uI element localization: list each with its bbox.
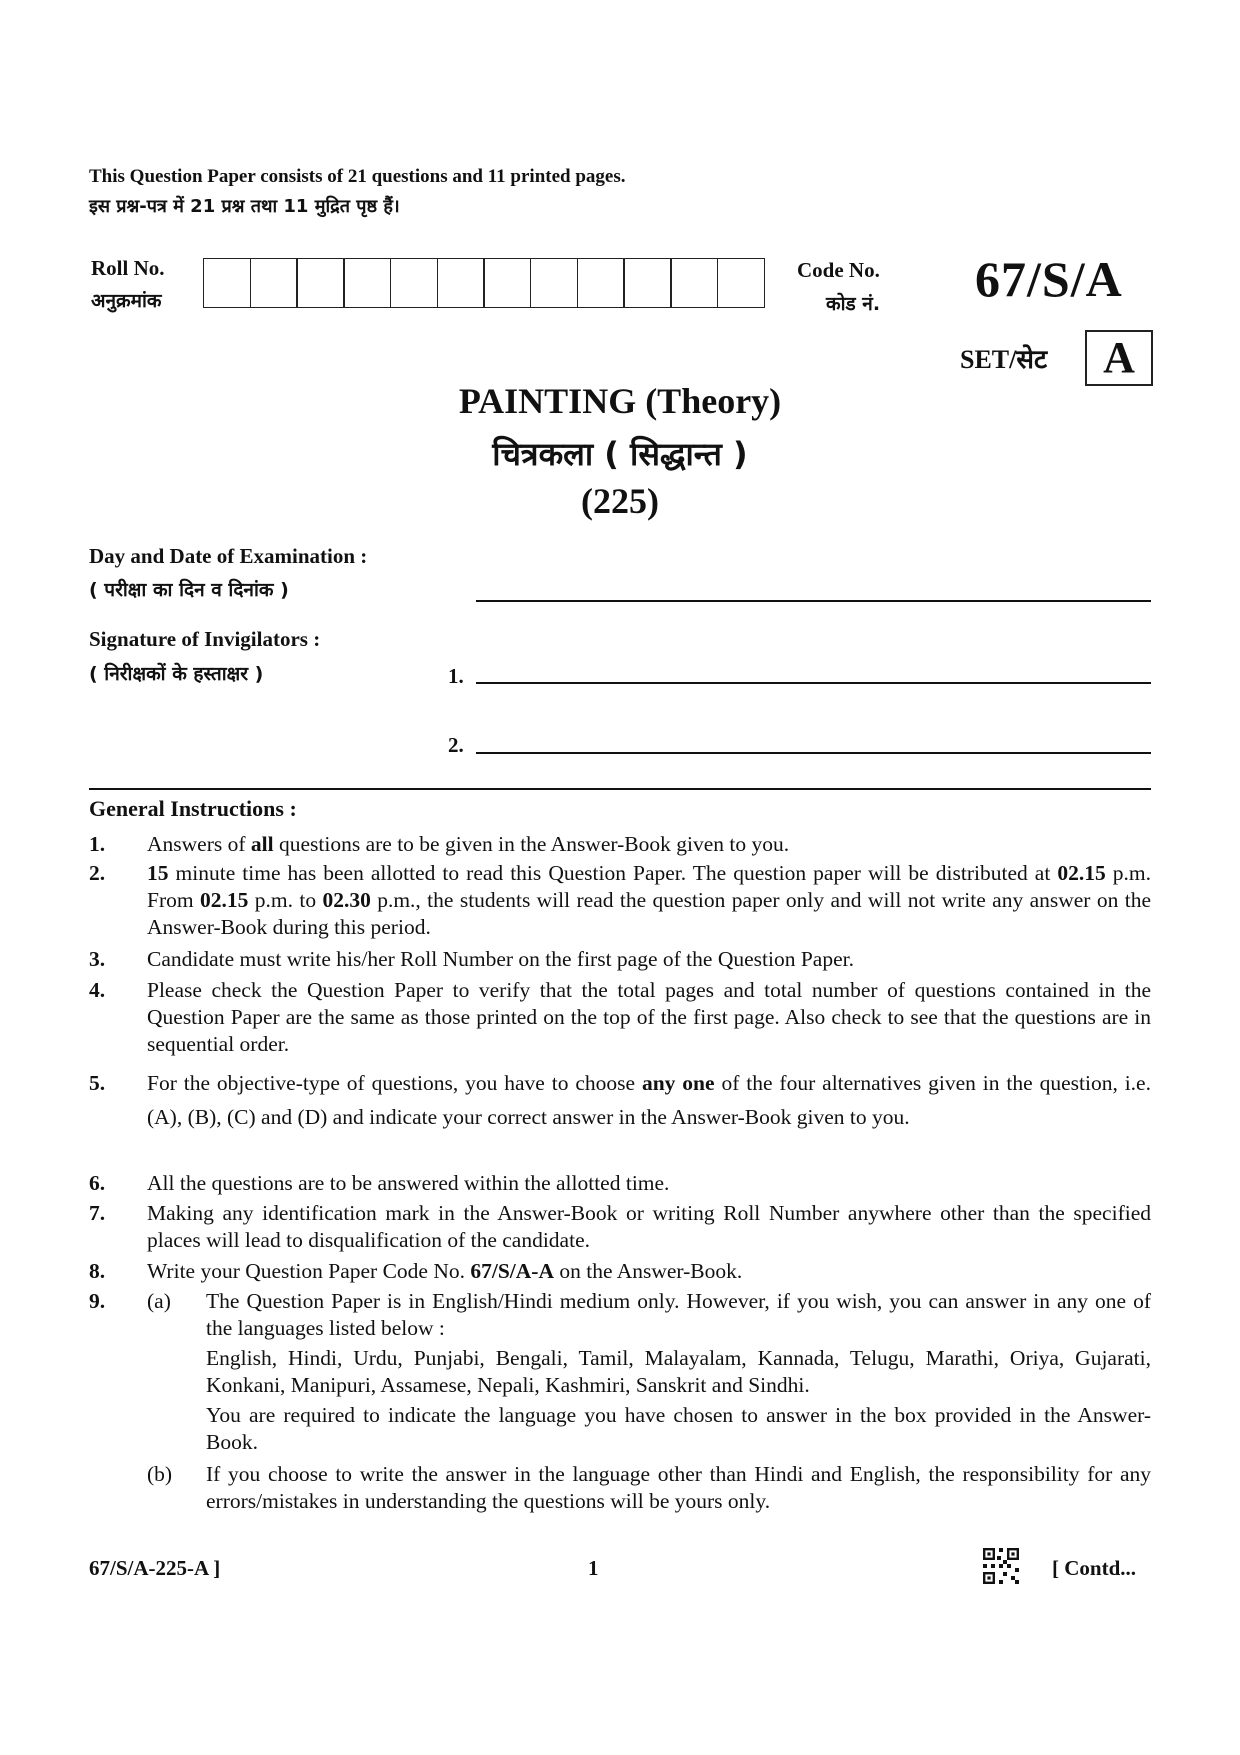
roll-cell[interactable] [343, 258, 391, 308]
code-no-label: Code No. [797, 258, 880, 282]
footer-code: 67/S/A-225-A ] [89, 1556, 221, 1580]
roll-no-label-hindi: अनुक्रमांक [91, 290, 162, 312]
roll-cell[interactable] [390, 258, 438, 308]
signature-2-number: 2. [448, 733, 464, 757]
instruction-number: 4. [89, 978, 106, 1002]
subject-title: PAINTING (Theory) [458, 381, 782, 421]
signature-1-number: 1. [448, 664, 464, 688]
instruction-number: 5. [89, 1071, 106, 1095]
exam-date-label: Day and Date of Examination : [89, 544, 368, 568]
instruction-number: 9. [89, 1289, 106, 1313]
instruction-number: 2. [89, 861, 106, 885]
roll-cell[interactable] [530, 258, 578, 308]
instruction-number: 8. [89, 1259, 106, 1283]
roll-cell[interactable] [483, 258, 531, 308]
set-label: SET/सेट [960, 345, 1048, 374]
roll-cell[interactable] [296, 258, 344, 308]
invigilators-label: Signature of Invigilators : [89, 627, 321, 651]
sub-label-b: (b) [147, 1462, 173, 1486]
roll-cell[interactable] [623, 258, 671, 308]
subject-code: (225) [581, 481, 659, 521]
roll-cell[interactable] [203, 258, 251, 308]
instruction-number: 6. [89, 1171, 106, 1195]
instruction-number: 3. [89, 947, 106, 971]
instruction-number: 7. [89, 1201, 106, 1225]
roll-no-label: Roll No. [91, 256, 165, 280]
instruction-9 [89, 1288, 1151, 1515]
subject-title-hindi: चित्रकला ( सिद्धान्त ) [492, 435, 748, 473]
instruction-9a: (a) The Question Paper is in English/Hindi medium only. However, if you wish, you can answer in any one of the languages listed below : English, Hindi, Urdu, Punjabi, Bengali, Tamil, Malayalam, Kannada, Telugu, Marathi, Oriya, Gujarati, Konkani, Manipuri, Assamese, Nepali, Kashmiri, Sanskrit and Sindhi. You are required to indicate the language you have chosen to answer in the box provided in the Answer-Book. [147, 1289, 1151, 1454]
invigilators-label-hindi: ( निरीक्षकों के हस्ताक्षर ) [89, 663, 264, 685]
general-instructions-title: General Instructions : [89, 796, 297, 821]
instruction-2: 2. 15 minute time has been allotted to read this Question Paper. The question paper will be distributed at 02.15 p.m. From 02.15 p.m. to 02.30 p.m., the students will read the question paper only and will not write any answer on the Answer-Book during this period. [89, 861, 1151, 939]
instruction-5: 5. For the objective-type of questions, you have to choose any one of the four alternatives given in the question, i.e. (A), (B), (C) and (D) and indicate your correct answer in the Answer-Book given to you. [89, 1066, 1151, 1134]
instruction-4: 4. Please check the Question Paper to verify that the total pages and total number of questions contained in the Question Paper are the same as those printed on the top of the first page. Also check to see that the questions are in sequential order. [89, 978, 1151, 1056]
roll-cell[interactable] [670, 258, 718, 308]
set-value-box: A [1085, 330, 1153, 386]
code-no-label-hindi: कोड नं. [826, 293, 881, 315]
instruction-1: 1. Answers of all questions are to be given in the Answer-Book given to you. [89, 832, 790, 856]
instruction-9b: (b) If you choose to write the answer in the language other than Hindi and English, the responsibility for any errors/mistakes in understanding the questions will be yours only. [147, 1462, 1151, 1513]
exam-date-line[interactable] [476, 600, 1151, 602]
signature-2-line[interactable] [476, 752, 1151, 754]
sub-label-a: (a) [147, 1289, 171, 1313]
instruction-6: 6. All the questions are to be answered within the allotted time. [89, 1171, 670, 1195]
roll-cell[interactable] [577, 258, 625, 308]
divider [89, 788, 1151, 790]
paper-info-english: This Question Paper consists of 21 questions and 11 printed pages. [89, 166, 626, 187]
page-number: 1 [588, 1556, 599, 1580]
instruction-7: 7. Making any identification mark in the Answer-Book or writing Roll Number anywhere other than the specified places will lead to disqualification of the candidate. [89, 1201, 1151, 1252]
signature-1-line[interactable] [476, 682, 1151, 684]
roll-cell[interactable] [250, 258, 298, 308]
continued-label: [ Contd... [1052, 1556, 1137, 1580]
instruction-3: 3. Candidate must write his/her Roll Number on the first page of the Question Paper. [89, 947, 854, 971]
exam-date-label-hindi: ( परीक्षा का दिन व दिनांक ) [89, 579, 289, 601]
instruction-8: 8. Write your Question Paper Code No. 67/S/A-A on the Answer-Book. [89, 1259, 743, 1283]
instruction-number: 1. [89, 832, 106, 856]
roll-cell[interactable] [717, 258, 765, 308]
paper-info-hindi: इस प्रश्न-पत्र में 21 प्रश्न तथा 11 मुद्रित पृष्ठ हैं। [89, 196, 400, 217]
roll-cell[interactable] [437, 258, 485, 308]
language-list: English, Hindi, Urdu, Punjabi, Bengali, Tamil, Malayalam, Kannada, Telugu, Marathi, Oriya, Gujarati, Konkani, Manipuri, Assamese, Nepali, Kashmiri, Sanskrit and Sindhi. [206, 1346, 1151, 1397]
qr-code-icon [983, 1548, 1019, 1584]
roll-number-boxes[interactable] [203, 258, 765, 308]
code-number: 67/S/A [975, 251, 1123, 307]
